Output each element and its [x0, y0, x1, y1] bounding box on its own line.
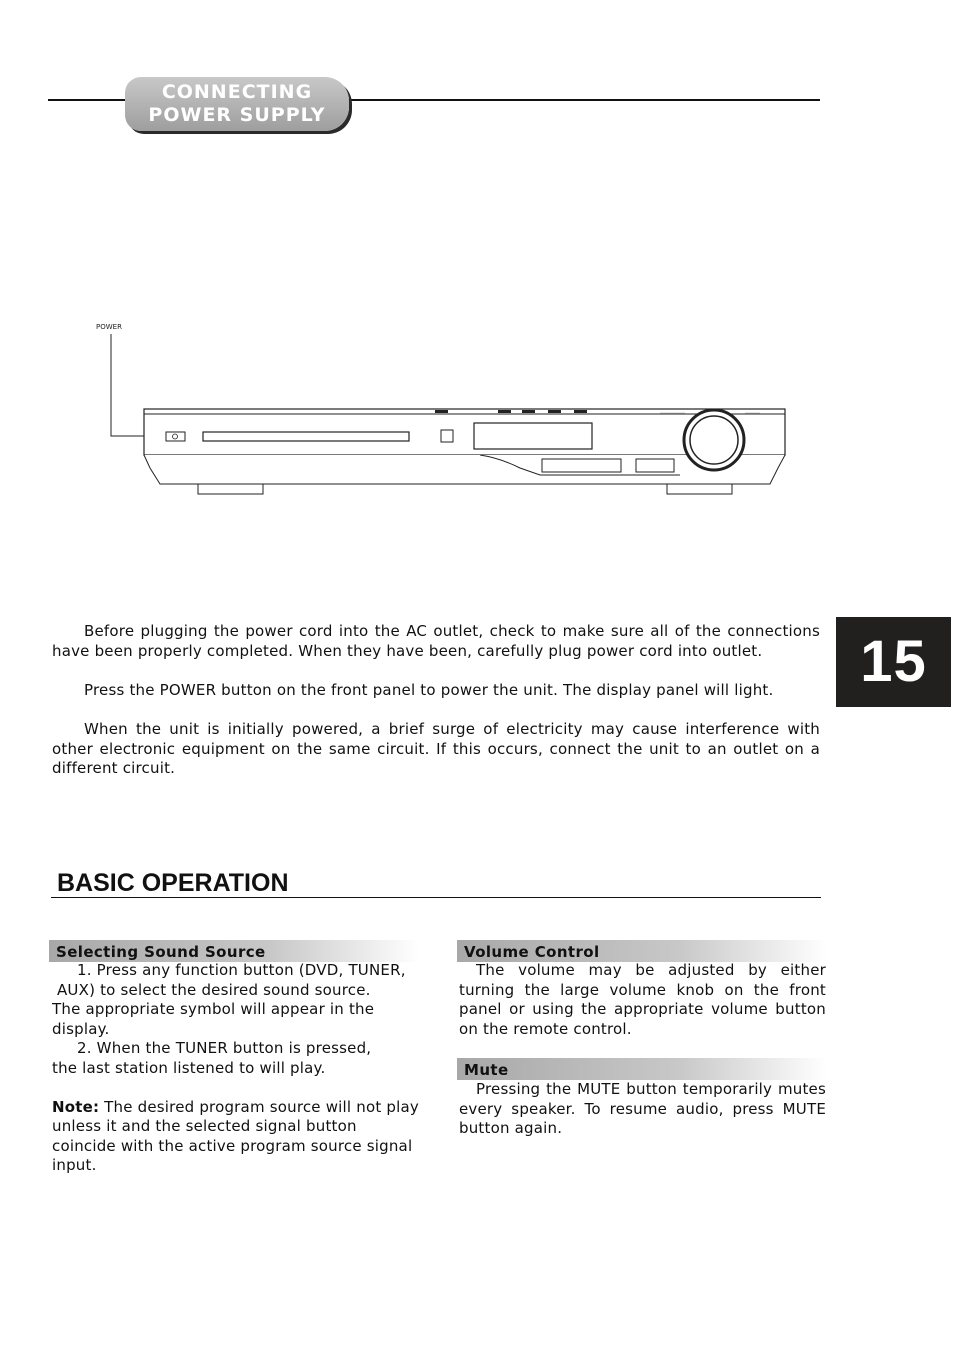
volume-control-text	[459, 961, 826, 1039]
paragraph-power-surge: When the unit is initially powered, a brief surge of electricity may cause interference with other electronic equipment on the same circuit. If this occurs, connect the unit to an outlet on a different circuit.	[52, 720, 820, 777]
front-panel-diagram	[0, 300, 800, 510]
mute-paragraph: Pressing the MUTE button temporarily mutes every speaker. To resume audio, press MUTE button again.	[459, 1080, 826, 1137]
selecting-sound-source-text	[52, 961, 424, 1176]
page-number-tab: 15	[836, 617, 951, 707]
selecting-sound-source-heading: Selecting Sound Source	[49, 940, 419, 962]
note-label: Note:	[52, 1097, 100, 1116]
note-paragraph	[52, 1098, 424, 1176]
volume-control-paragraph: The volume may be adjusted by either turning the large volume knob on the front panel or using the appropriate volume button on the remote control.	[459, 961, 826, 1038]
power-button	[166, 432, 185, 441]
device-foot-right	[667, 484, 732, 494]
volume-control-heading: Volume Control	[457, 940, 827, 962]
selecting-line-4: 2. When the TUNER button is pressed,	[77, 1039, 372, 1057]
device-foot-left	[198, 484, 263, 494]
selecting-line-3: The appropriate symbol will appear in the display.	[52, 1000, 375, 1038]
basic-operation-rule	[51, 897, 821, 898]
power-callout-label: POWER	[96, 323, 122, 331]
paragraph-power-button: Press the POWER button on the front panel to power the unit. The display panel will light.	[84, 681, 774, 699]
paragraph-plugging: Before plugging the power cord into the AC outlet, check to make sure all of the connections have been properly completed. When they have been, carefully plug power cord into outlet.	[52, 622, 820, 660]
display-window	[474, 423, 592, 449]
disc-tray	[203, 432, 409, 441]
header-line-2: POWER SUPPLY	[148, 104, 326, 126]
open-close-button	[441, 430, 453, 442]
header-line-1: CONNECTING	[161, 81, 313, 103]
note-text: The desired program source will not play unless it and the selected signal button coincide with the active program source signal input.	[52, 1097, 419, 1174]
selecting-line-5: the last station listened to will play.	[52, 1058, 326, 1077]
basic-operation-title: BASIC OPERATION	[57, 869, 289, 897]
mute-text	[459, 1080, 826, 1139]
mute-heading: Mute	[457, 1058, 827, 1080]
selecting-line-1: 1. Press any function button (DVD, TUNER,	[77, 961, 406, 979]
selecting-line-2: AUX) to select the desired sound source.	[52, 980, 371, 999]
section-header-connecting-power-supply	[125, 77, 349, 131]
